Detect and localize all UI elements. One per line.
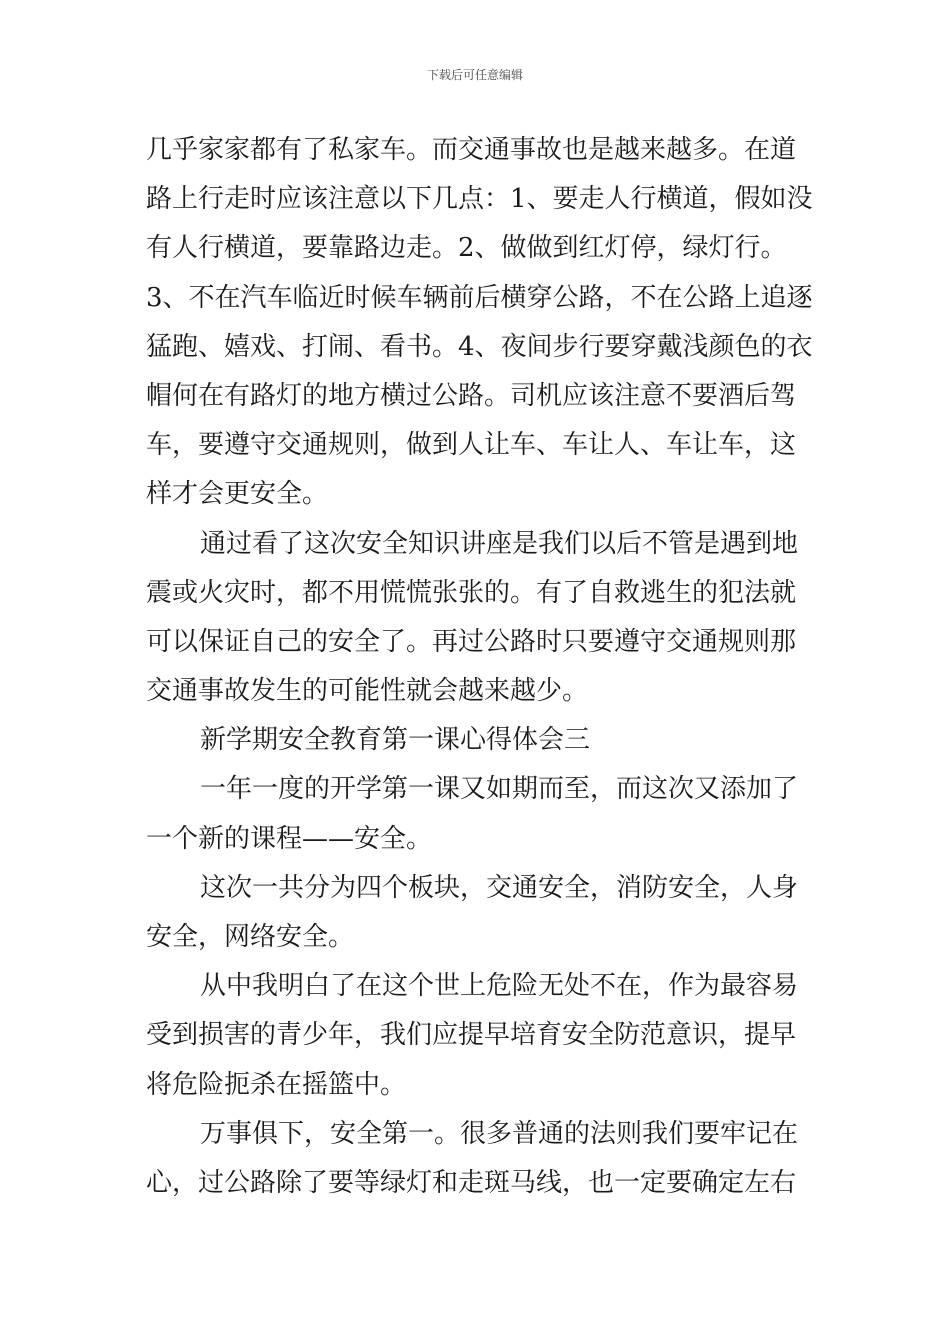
text-line: 帽何在有路灯的地方横过公路。司机应该注意不要酒后驾 [146,380,797,411]
page-header: 下载后可任意编辑 [426,68,523,82]
text-line: 安全，网络安全。 [146,922,355,952]
text-line: 样才会更安全。 [146,479,329,510]
text-line: 几乎家家都有了私家车。而交通事故也是越来越多。在道 [146,135,797,165]
text-line: 猛跑、嬉戏、打闹、看书。4、夜间步行要穿戴浅颜色的衣 [146,331,813,362]
text-line: 路上行走时应该注意以下几点：1、要走人行横道，假如没 [146,184,813,215]
text-line: 一个新的课程——安全。 [146,823,433,854]
text-line: 震或火灾时，都不用慌慌张张的。有了自救逃生的犯法就 [146,577,797,608]
paragraph-start-line: 万事俱下，安全第一。很多普通的法则我们要牢记在 [200,1118,799,1149]
section-title: 新学期安全教育第一课心得体会三 [200,725,591,756]
text-line: 车，要遵守交通规则，做到人让车、车让人、车让车，这 [146,430,797,461]
document-body [146,126,814,1208]
text-line: 受到损害的青少年，我们应提早培育安全防范意识，提早 [146,1020,797,1051]
text-line: 将危险扼杀在摇篮中。 [146,1069,407,1100]
paragraph-start-line: 一年一度的开学第一课又如期而至，而这次又添加了 [200,774,799,805]
text-line: 心，过公路除了要等绿灯和走斑马线，也一定要确定左右 [146,1167,797,1198]
text-line: 可以保证自己的安全了。再过公路时只要遵守交通规则那 [146,626,797,657]
text-line: 有人行横道，要靠路边走。2、做做到红灯停，绿灯行。 [146,233,787,264]
paragraph-start-line: 通过看了这次安全知识讲座是我们以后不管是遇到地 [200,528,799,559]
paragraph-start-line: 从中我明白了在这个世上危险无处不在，作为最容易 [200,971,799,1002]
text-line: 3、不在汽车临近时候车辆前后横穿公路，不在公路上追逐 [146,282,813,313]
text-line: 交通事故发生的可能性就会越来越少。 [146,676,589,707]
paragraph-start-line: 这次一共分为四个板块，交通安全，消防安全，人身 [200,872,799,903]
